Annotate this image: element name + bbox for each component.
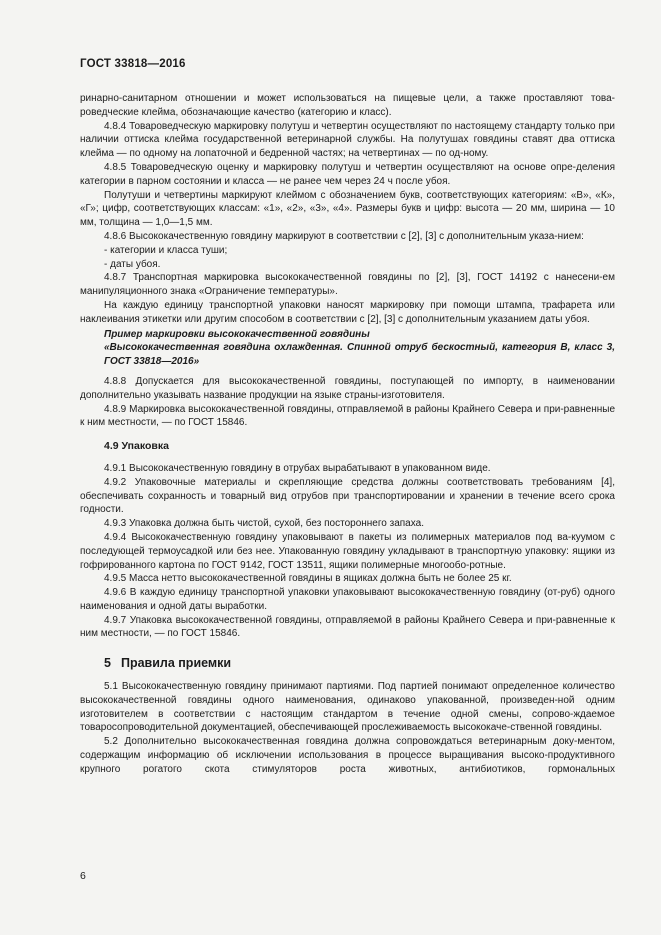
paragraph-4-8-7-b: На каждую единицу транспортной упаковки наносят маркировку при помощи штампа, трафарета или наклеивания этикетки или другим способом в соответствии с [2], [3] с дополнительным указанием даты убоя. (80, 299, 615, 325)
section-heading-5 (104, 657, 615, 671)
document-header: ГОСТ 33818—2016 (80, 58, 186, 70)
paragraph-5-1: 5.1 Высококачественную говядину принимают партиями. Под партией понимают определенное количество высококачественной говядины одного наименования, одинаково упакованной, произведен-ной одним изготовителем в соответствии с настоящим стандартом в течение одной смены, сопрово-ждаемое товаросопроводительной документацией, обеспечивающей прослеживаемость высококаче-ственной говядины. (80, 681, 615, 734)
paragraph-4-8-4: 4.8.4 Товароведческую маркировку полутуш и четвертин осуществляют по настоящему стандарту только при наличии оттиска клейма государственной ветеринарной службы. На полутушах говядины ставят два оттиска клейма — по одному на лопаточной и бедренной частях; на четвертинах — по од-ному. (80, 120, 615, 160)
example-text: «Высококачественная говядина охлажденная. Спинной отруб бескостный, категория В, класс 3, ГОСТ 33818—2016» (104, 342, 615, 368)
paragraph-4-8-6: 4.8.6 Высококачественную говядину маркируют в соответствии с [2], [3] с дополнительным указа-нием: (104, 230, 584, 242)
paragraph-4-8-9: 4.8.9 Маркировка высококачественной говядины, отправляемой в районы Крайнего Севера и при-равненные к ним местности, — по ГОСТ 15846. (80, 403, 615, 429)
paragraph-4-9-2: 4.9.2 Упаковочные материалы и скрепляющие средства должны соответствовать требованиям [4], обеспечивать сохранность и товарный вид отрубов при транспортировании и хранении в течение всего срока годности. (80, 476, 615, 516)
paragraph-4-8-5-b: Полутуши и четвертины маркируют клеймом с обозначением букв, соответствующих категориям: «В», «К», «Г»; цифр, соответствующих классам: «1», «2», «3», «4». Размеры букв и цифр: высота — 20 мм, ширина — 10 мм, толщина — 1,0—1,5 мм. (80, 189, 615, 229)
paragraph-4-8-7: 4.8.7 Транспортная маркировка высококачественной говядины по [2], [3], ГОСТ 14192 с нанесени-ем манипуляционного знака «Ограничение температуры». (80, 272, 615, 298)
list-item-date: - даты убоя. (104, 258, 161, 270)
paragraph-4-9-3: 4.9.3 Упаковка должна быть чистой, сухой, без постороннего запаха. (104, 518, 424, 530)
document-body (80, 92, 615, 777)
paragraph-4-8-8: 4.8.8 Допускается для высококачественной говядины, поступающей по импорту, в наименовании дополнительно указывать название продукции на языке страны-изготовителя. (80, 375, 615, 401)
paragraph-4-9-1: 4.9.1 Высококачественную говядину в отрубах вырабатывают в упакованном виде. (104, 462, 491, 474)
example-title: Пример маркировки высококачественной говядины (104, 328, 370, 340)
paragraph-4-9-4: 4.9.4 Высококачественную говядину упаковывают в пакеты из полимерных материалов под ва-куумом с последующей термоусадкой или без нее. Упакованную говядину укладывают в транспортную упаковку: ящики из гофрированного картона по ГОСТ 9142, ГОСТ 13511, ящики полимерные многообо-ротные. (80, 531, 615, 571)
paragraph-4-9-6: 4.9.6 В каждую единицу транспортной упаковки упаковывают высококачественную говядину (от-руб) одного наименования и одной даты выработки. (80, 587, 615, 612)
paragraph-4-9-7: 4.9.7 Упаковка высококачественной говядины, отправляемой в районы Крайнего Севера и при-равненные к ним местности, — по ГОСТ 15846. (80, 614, 615, 640)
paragraph-continuation: ринарно-санитарном отношении и может использоваться на пищевые цели, а также проставляют това-роведческие клейма, обозначающие качество (категорию и класс). (80, 93, 615, 118)
section-heading-4-9: 4.9 Упаковка (104, 440, 169, 453)
page-number: 6 (80, 870, 86, 882)
paragraph-5-2: 5.2 Дополнительно высококачественная говядина должна сопровождаться ветеринарным доку-ментом, содержащим информацию об исключении использования в процессе выращивания высоко-продуктивного крупного рогатого скота стимуляторов роста животных, антибиотиков, гормональных (80, 736, 615, 775)
paragraph-4-9-5: 4.9.5 Масса нетто высококачественной говядины в ящиках должна быть не более 25 кг. (104, 573, 512, 585)
list-item-category: - категории и класса туши; (104, 244, 228, 256)
paragraph-4-8-5: 4.8.5 Товароведческую оценку и маркировку полутуш и четвертин осуществляют на основе опре-деления категории в парном состоянии и класса — не ранее чем через 24 ч после убоя. (80, 161, 615, 187)
section-title: Правила приемки (120, 656, 232, 671)
section-number: 5 (104, 656, 111, 671)
